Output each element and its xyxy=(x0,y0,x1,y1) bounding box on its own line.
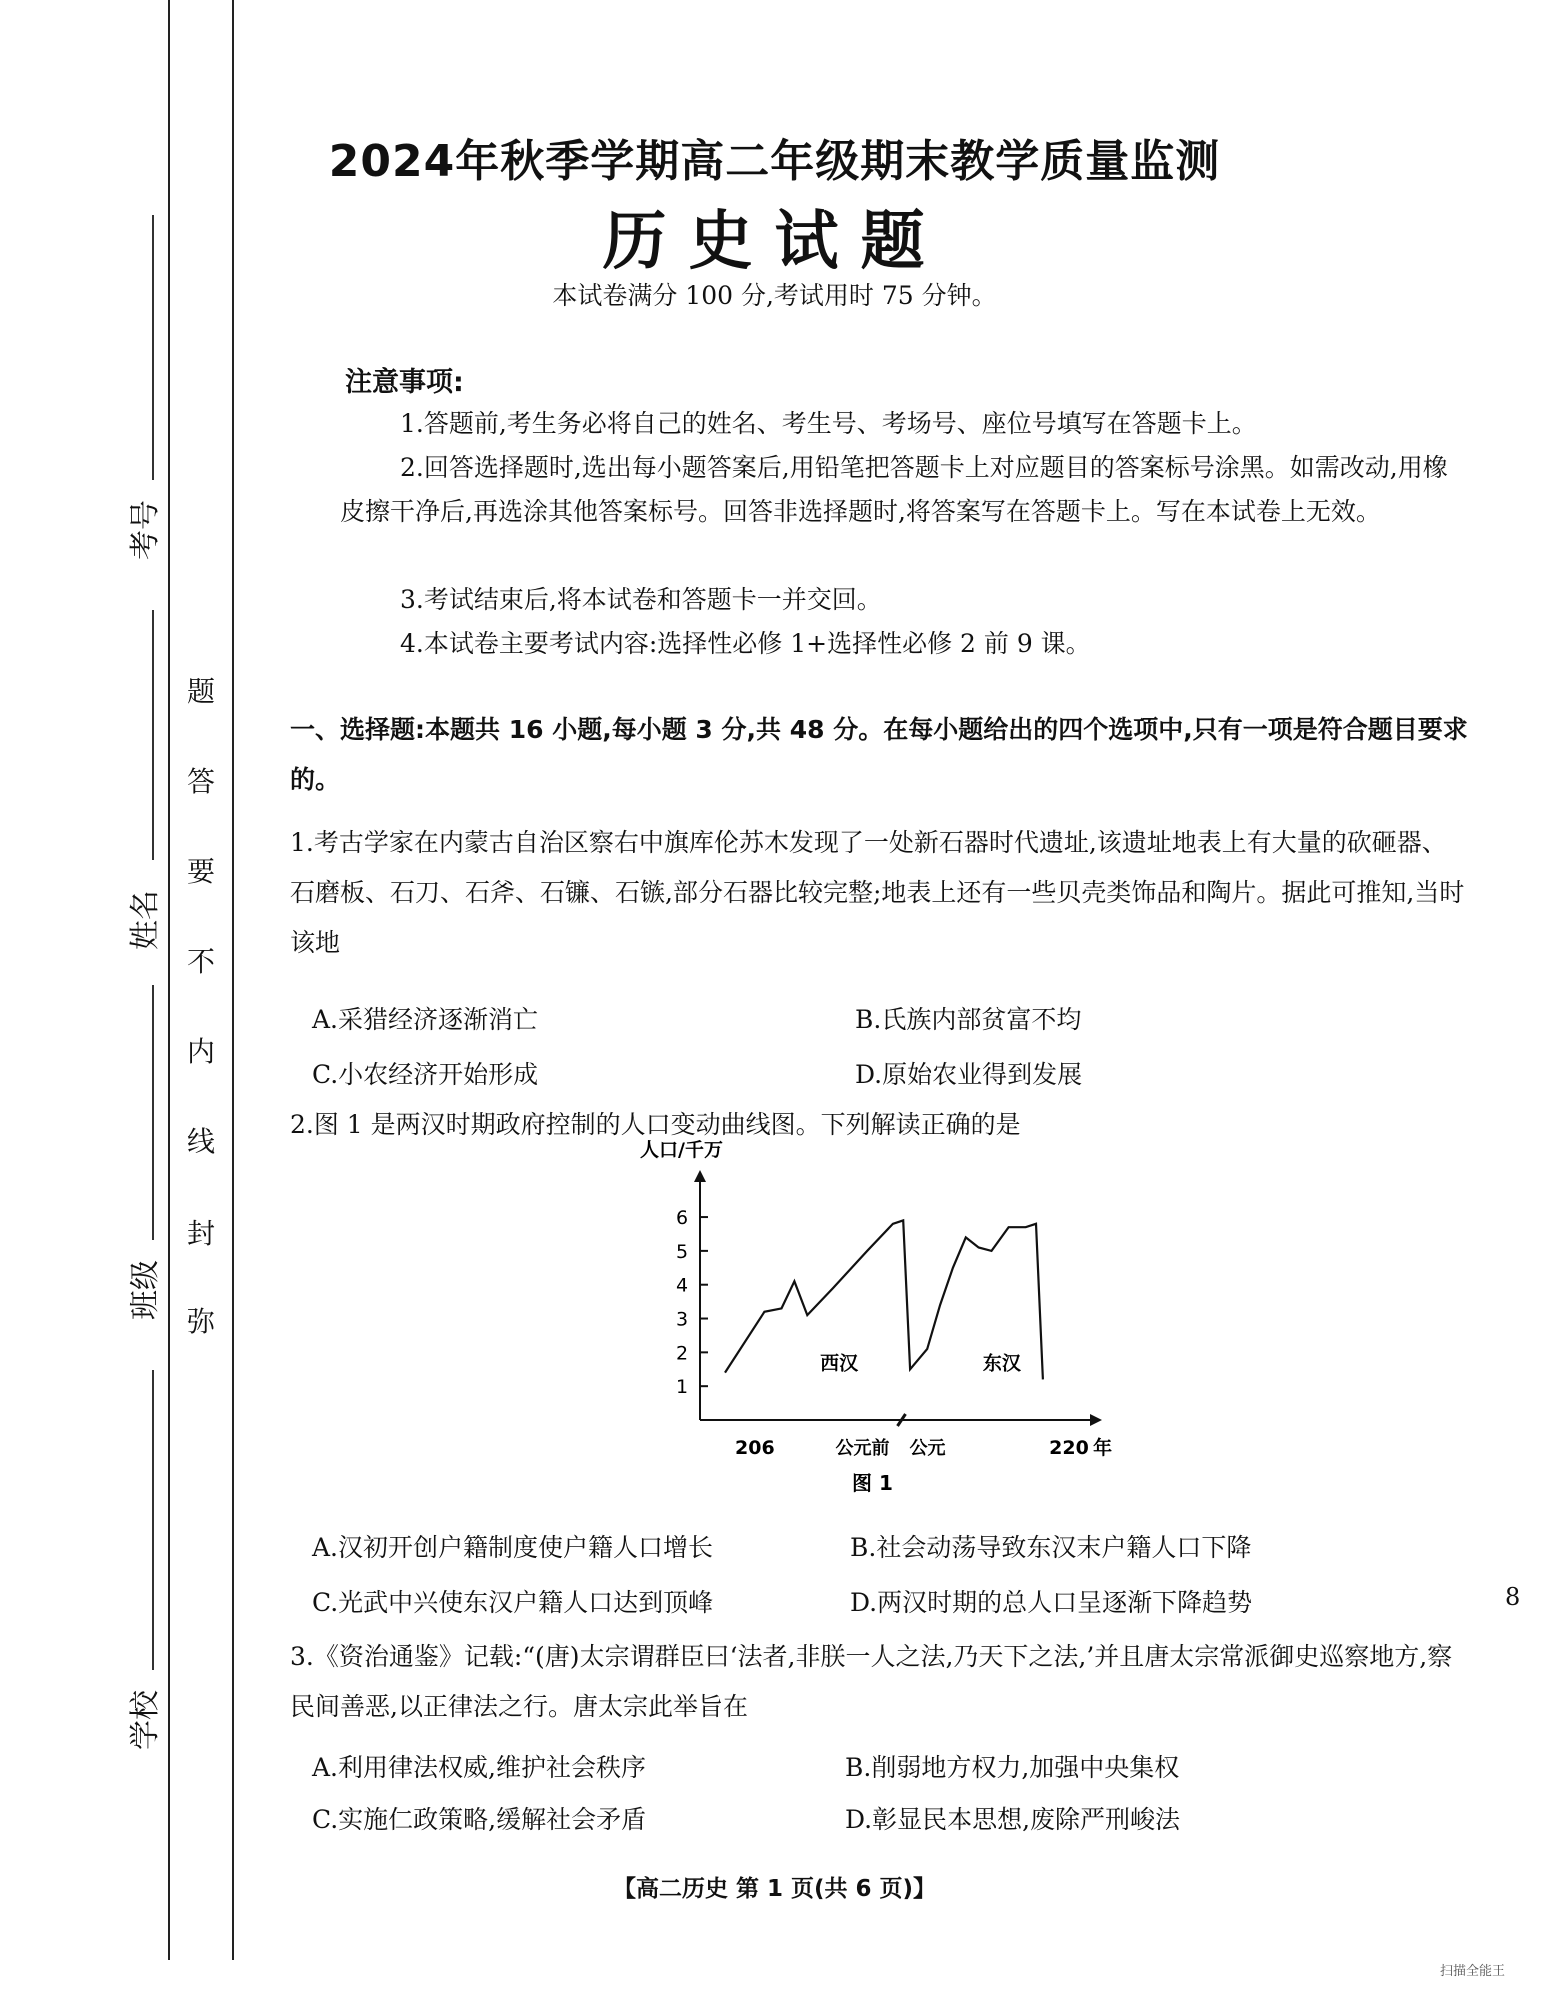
y-tick-label-1: 1 xyxy=(676,1376,689,1399)
seal-char-2: 封 xyxy=(187,1217,216,1250)
y-tick-label-2: 2 xyxy=(676,1342,689,1365)
class-blank[interactable] xyxy=(152,985,154,1240)
annotation-eastern-han: 东汉 xyxy=(982,1352,1021,1375)
question-1-stem: 1.考古学家在内蒙古自治区察右中旗库伦苏木发现了一处新石器时代遗址,该遗址地表上有大量的砍砸器、石磨板、石刀、石斧、石镰、石镞,部分石器比较完整;地表上还有一些贝壳类饰品和陶片。据此可推知,当时该地 xyxy=(290,828,1465,957)
question-3-option-a[interactable]: A.利用律法权威,维护社会秩序 xyxy=(312,1753,646,1782)
x-tick-label-206: 206 xyxy=(735,1437,775,1459)
y-tick-label-5: 5 xyxy=(676,1240,689,1263)
seal-char-6: 要 xyxy=(187,855,216,888)
era-break-marker xyxy=(898,1414,906,1426)
question-2-option-c[interactable]: C.光武中兴使东汉户籍人口达到顶峰 xyxy=(312,1588,714,1617)
question-1-option-a[interactable]: A.采猎经济逐渐消亡 xyxy=(312,1005,539,1034)
seal-char-5: 不 xyxy=(187,945,216,978)
question-3-option-d[interactable]: D.彰显民本思想,废除严刑峻法 xyxy=(845,1805,1181,1834)
question-2-option-d[interactable]: D.两汉时期的总人口呈逐渐下降趋势 xyxy=(850,1588,1253,1617)
notice-item-4: 4.本试卷主要考试内容:选择性必修 1+选择性必修 2 前 9 课。 xyxy=(400,629,1091,658)
page-footer: 【高二历史 第 1 页(共 6 页)】 xyxy=(612,1876,937,1902)
notice-heading: 注意事项: xyxy=(345,367,464,398)
name-blank[interactable] xyxy=(152,610,154,860)
question-1-option-c[interactable]: C.小农经济开始形成 xyxy=(312,1060,539,1089)
y-axis-arrow xyxy=(694,1170,706,1182)
exam-title: 2024年秋季学期高二年级期末教学质量监测 xyxy=(328,136,1221,187)
population-series-line xyxy=(725,1220,1043,1379)
field-school: 学校 xyxy=(128,1690,163,1750)
question-2-stem: 2.图 1 是两汉时期政府控制的人口变动曲线图。下列解读正确的是 xyxy=(290,1110,1021,1139)
question-3-option-c[interactable]: C.实施仁政策略,缓解社会矛盾 xyxy=(312,1805,647,1834)
question-1-option-b[interactable]: B.氏族内部贫富不均 xyxy=(855,1005,1082,1034)
question-3-option-b[interactable]: B.削弱地方权力,加强中央集权 xyxy=(845,1753,1180,1782)
subject-title: 历史试题 xyxy=(602,205,947,279)
annotation-western-han: 西汉 xyxy=(820,1352,859,1375)
question-2-option-a[interactable]: A.汉初开创户籍制度使户籍人口增长 xyxy=(312,1533,714,1562)
x-axis-label: 年 xyxy=(1093,1437,1113,1459)
notice-item-1: 1.答题前,考生务必将自己的姓名、考生号、考场号、座位号填写在答题卡上。 xyxy=(400,409,1257,438)
scanner-watermark: 扫描全能王 xyxy=(1440,1964,1506,1979)
x-axis-arrow xyxy=(1090,1414,1102,1426)
seal-char-3: 线 xyxy=(187,1125,216,1158)
chart-caption: 图 1 xyxy=(852,1471,893,1495)
y-tick-label-4: 4 xyxy=(676,1274,689,1297)
y-tick-label-3: 3 xyxy=(676,1308,689,1331)
exam-meta: 本试卷满分 100 分,考试用时 75 分钟。 xyxy=(552,281,997,310)
section-heading: 一、选择题:本题共 16 小题,每小题 3 分,共 48 分。在每小题给出的四个选项中,只有一项是符合题目要求的。 xyxy=(290,715,1468,794)
x-tick-label-ad: 公元 xyxy=(909,1438,946,1459)
field-name: 姓名 xyxy=(128,890,163,950)
seal-char-1: 弥 xyxy=(187,1305,216,1338)
seal-char-4: 内 xyxy=(187,1035,216,1068)
field-exam-no: 考号 xyxy=(128,500,163,560)
seal-char-8: 题 xyxy=(187,675,216,708)
side-mark: 8 xyxy=(1505,1583,1521,1611)
question-2-option-b[interactable]: B.社会动荡导致东汉末户籍人口下降 xyxy=(850,1533,1252,1562)
school-blank[interactable] xyxy=(152,1370,154,1670)
x-tick-label-220: 220 xyxy=(1049,1437,1089,1459)
seal-char-7: 答 xyxy=(187,765,216,798)
x-tick-label-bc: 公元前 xyxy=(835,1438,890,1459)
notice-item-2: 2.回答选择题时,选出每小题答案后,用铅笔把答题卡上对应题目的答案标号涂黑。如需改动,用橡皮擦干净后,再选涂其他答案标号。回答非选择题时,将答案写在答题卡上。写在本试卷上无效。 xyxy=(340,453,1448,526)
y-axis-label: 人口/千万 xyxy=(640,1139,723,1161)
notice-item-3: 3.考试结束后,将本试卷和答题卡一并交回。 xyxy=(400,585,882,614)
question-1-option-d[interactable]: D.原始农业得到发展 xyxy=(855,1060,1083,1089)
question-3-stem: 3.《资治通鉴》记载:“(唐)太宗谓群臣曰‘法者,非朕一人之法,乃天下之法,’并且唐太宗常派御史巡察地方,察民间善恶,以正律法之行。唐太宗此举旨在 xyxy=(290,1642,1453,1721)
y-tick-label-6: 6 xyxy=(676,1207,689,1230)
field-class: 班级 xyxy=(128,1260,163,1320)
